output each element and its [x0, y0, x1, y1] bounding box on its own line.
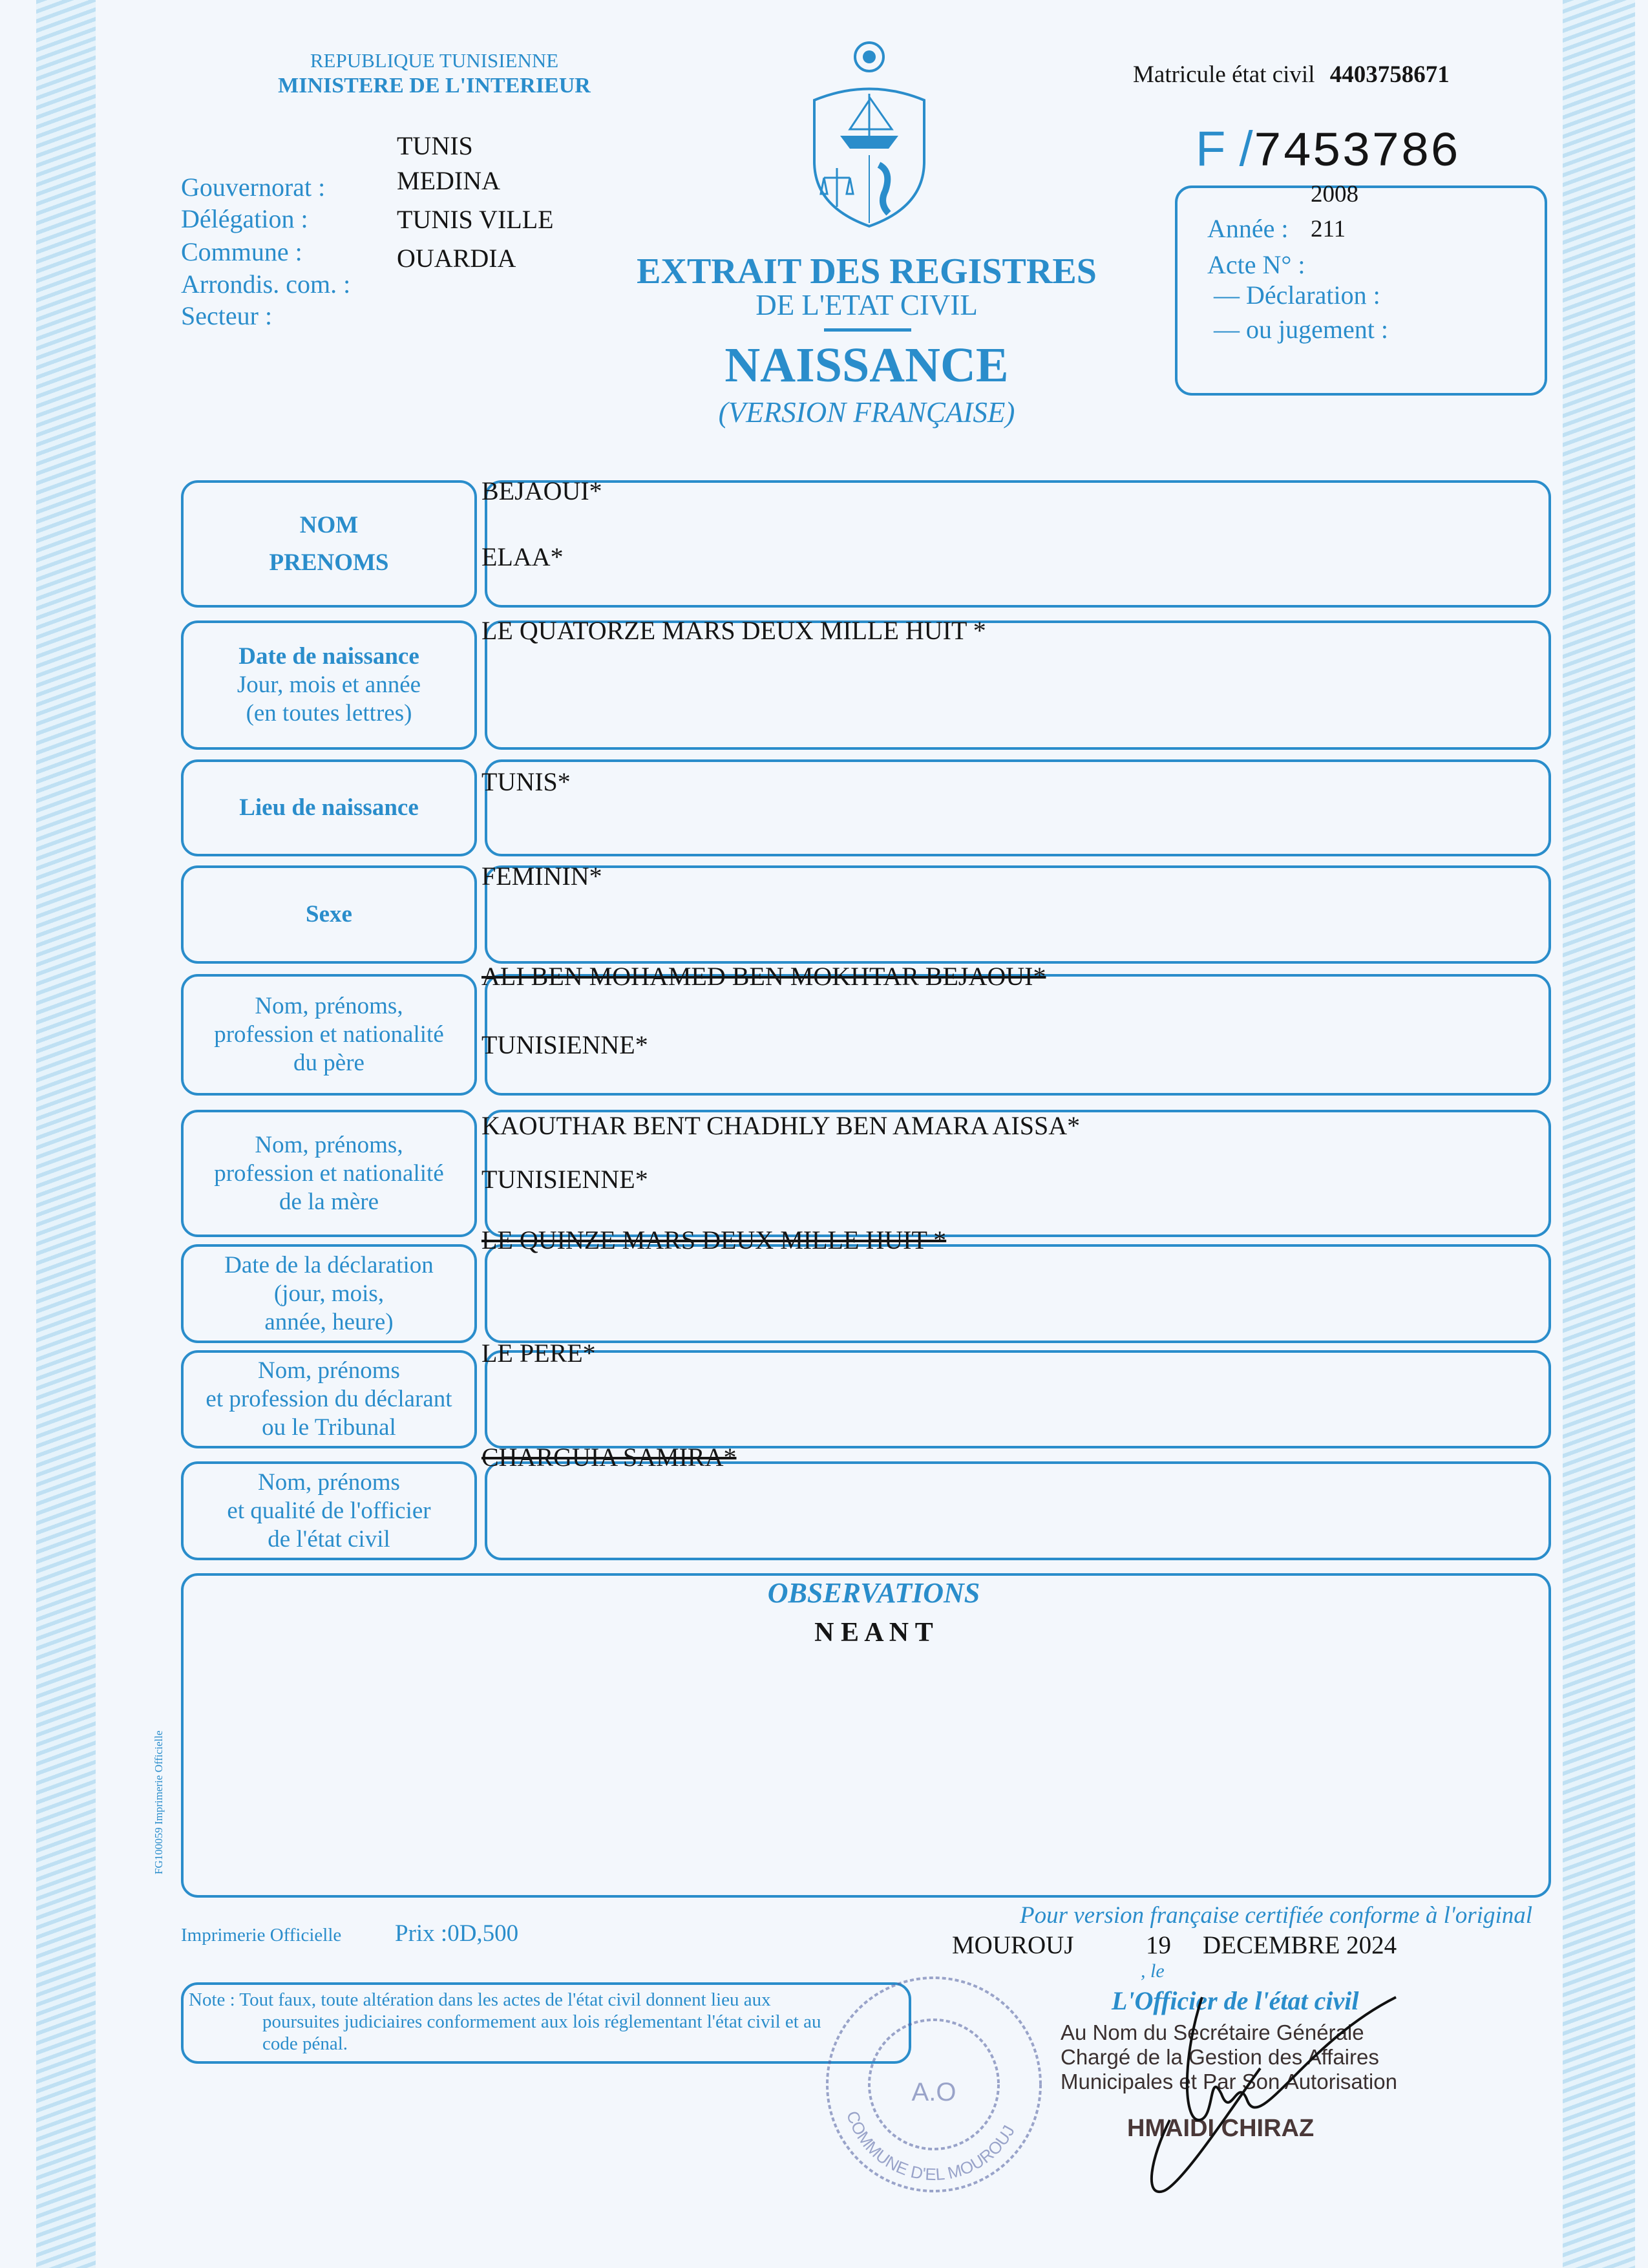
title-line2: DE L'ETAT CIVIL — [755, 289, 978, 321]
value-date-declaration: LE QUINZE MARS DEUX MILLE HUIT * — [481, 1225, 947, 1255]
arrondissement-label: Arrondis. com. : — [181, 270, 351, 299]
label-lieu-naissance-title: Lieu de naissance — [239, 794, 419, 821]
label-declarant — [181, 1350, 477, 1448]
signature — [1112, 1991, 1409, 2204]
label-declarant-2: et profession du déclarant — [206, 1386, 452, 1412]
officer-line1: Au Nom du Secrétaire Générale — [1061, 2020, 1364, 2044]
label-declaration-3: année, heure) — [264, 1308, 394, 1335]
annee-value: 2008 — [1311, 181, 1358, 207]
label-officier-3: de l'état civil — [268, 1525, 390, 1553]
label-mere-2: profession et nationalité — [214, 1160, 444, 1187]
date-day: 19 — [1146, 1931, 1171, 1959]
value-box-declaration — [485, 1244, 1551, 1343]
gouvernorat-label: Gouvernorat : — [181, 173, 326, 202]
matricule — [1133, 61, 1450, 89]
value-sexe: FEMININ* — [481, 862, 602, 891]
stamp-text: COMMUNE D'EL MOUROUJ — [843, 2108, 1019, 2185]
date-le: , le — [1141, 1960, 1165, 1982]
label-date-naissance-sub1: Jour, mois et année — [237, 672, 421, 698]
value-box-officier — [485, 1461, 1551, 1560]
title-line1: EXTRAIT DES REGISTRES — [637, 251, 1097, 291]
label-prenoms: PRENOMS — [269, 549, 389, 576]
officer-name: HMAIDI CHIRAZ — [1127, 2115, 1315, 2142]
label-date-naissance — [181, 620, 477, 750]
stamp-center: A.O — [911, 2078, 956, 2106]
value-date-naissance: LE QUATORZE MARS DEUX MILLE HUIT * — [481, 616, 986, 645]
delegation-value: MEDINA — [397, 166, 500, 195]
secteur-label: Secteur : — [181, 301, 273, 330]
value-pere-nom: ALI BEN MOHAMED BEN MOKHTAR BEJAOUI* — [481, 962, 1046, 991]
label-mere — [181, 1110, 477, 1237]
label-pere-2: profession et nationalité — [214, 1021, 444, 1048]
officer-title: L'Officier de l'état civil — [1112, 1986, 1359, 2015]
certified-text: Pour version française certifiée conforme à l'original — [1020, 1902, 1533, 1929]
label-declarant-3: ou le Tribunal — [262, 1414, 396, 1441]
note-line2: poursuites judiciaires conformement aux lois réglementant l'état civil et au — [262, 2011, 821, 2032]
serial-prefix: F / — [1196, 122, 1253, 176]
label-declarant-1: Nom, prénoms — [258, 1357, 400, 1384]
note-line1: Note : Tout faux, toute altération dans les actes de l'état civil donnent lieu aux — [189, 1989, 771, 2010]
value-officier: CHARGUIA SAMIRA* — [481, 1443, 737, 1472]
label-pere-3: du père — [293, 1050, 364, 1076]
label-date-naissance-title: Date de naissance — [238, 643, 419, 670]
observations-label: OBSERVATIONS — [767, 1577, 980, 1609]
jugement-label: — ou jugement : — [1214, 315, 1388, 344]
label-mere-1: Nom, prénoms, — [255, 1131, 403, 1158]
price: Prix :0D,500 — [395, 1920, 519, 1947]
label-declaration-1: Date de la déclaration — [224, 1251, 434, 1278]
label-declaration-2: (jour, mois, — [273, 1280, 385, 1307]
gouvernorat-value: TUNIS — [397, 131, 473, 160]
label-pere — [181, 974, 477, 1096]
right-security-border — [1563, 0, 1635, 2268]
observations-value: N E A N T — [814, 1618, 933, 1648]
value-box-declarant — [485, 1350, 1551, 1448]
annee-label: Année : — [1207, 214, 1289, 243]
note-line3: code pénal. — [262, 2033, 348, 2054]
value-pere-nationalite: TUNISIENNE* — [481, 1030, 648, 1059]
label-officier — [181, 1461, 477, 1560]
official-stamp — [821, 1971, 1047, 2198]
label-pere-1: Nom, prénoms, — [255, 993, 403, 1019]
place: MOUROUJ — [952, 1931, 1074, 1959]
label-mere-3: de la mère — [279, 1188, 379, 1215]
label-nom: NOM — [299, 511, 359, 538]
officer-line3: Municipales et Par Son Autorisation — [1061, 2070, 1397, 2093]
label-date-naissance-sub2: (en toutes lettres) — [246, 700, 412, 726]
arrondissement-value: OUARDIA — [397, 244, 516, 273]
value-declarant: LE PERE* — [481, 1339, 596, 1368]
title-divider — [824, 328, 911, 332]
acte-value: 211 — [1311, 216, 1346, 242]
officer-line2: Chargé de la Gestion des Affaires — [1061, 2045, 1379, 2069]
printer-label: Imprimerie Officielle — [181, 1925, 342, 1945]
title-main: NAISSANCE — [724, 338, 1009, 392]
declaration-label: — Déclaration : — [1214, 281, 1380, 310]
value-mere-nationalite: TUNISIENNE* — [481, 1165, 648, 1194]
delegation-label: Délégation : — [181, 204, 308, 233]
label-sexe-title: Sexe — [306, 901, 352, 927]
commune-value: TUNIS VILLE — [397, 205, 554, 234]
label-officier-1: Nom, prénoms — [258, 1468, 400, 1496]
side-print-code: FG100059 Imprimerie Officielle — [153, 1730, 165, 1874]
value-prenoms: ELAA* — [481, 542, 564, 571]
label-lieu-naissance — [181, 759, 477, 856]
republic-label: REPUBLIQUE TUNISIENNE — [310, 49, 559, 72]
label-sexe — [181, 865, 477, 964]
value-box-lieu — [485, 759, 1551, 856]
value-box-sexe — [485, 865, 1551, 964]
serial-number — [1196, 122, 1459, 180]
matricule-value: 4403758671 — [1329, 61, 1450, 88]
title-version: (VERSION FRANÇAISE) — [718, 396, 1015, 429]
value-lieu-naissance: TUNIS* — [481, 767, 571, 796]
serial-value: 7453786 — [1252, 125, 1459, 180]
left-security-border — [36, 0, 96, 2268]
matricule-label: Matricule état civil — [1133, 61, 1315, 88]
coat-of-arms-emblem — [808, 39, 931, 233]
commune-label: Commune : — [181, 237, 302, 266]
value-box-nom — [485, 480, 1551, 608]
label-nom-prenoms — [181, 480, 477, 608]
acte-label: Acte N° : — [1207, 250, 1305, 279]
value-nom: BEJAOUI* — [481, 476, 602, 505]
label-date-declaration — [181, 1244, 477, 1343]
ministry-label: MINISTERE DE L'INTERIEUR — [278, 74, 591, 98]
value-mere-nom: KAOUTHAR BENT CHADHLY BEN AMARA AISSA* — [481, 1111, 1081, 1140]
date-month-year: DECEMBRE 2024 — [1203, 1931, 1397, 1959]
label-officier-2: et qualité de l'officier — [227, 1497, 431, 1524]
